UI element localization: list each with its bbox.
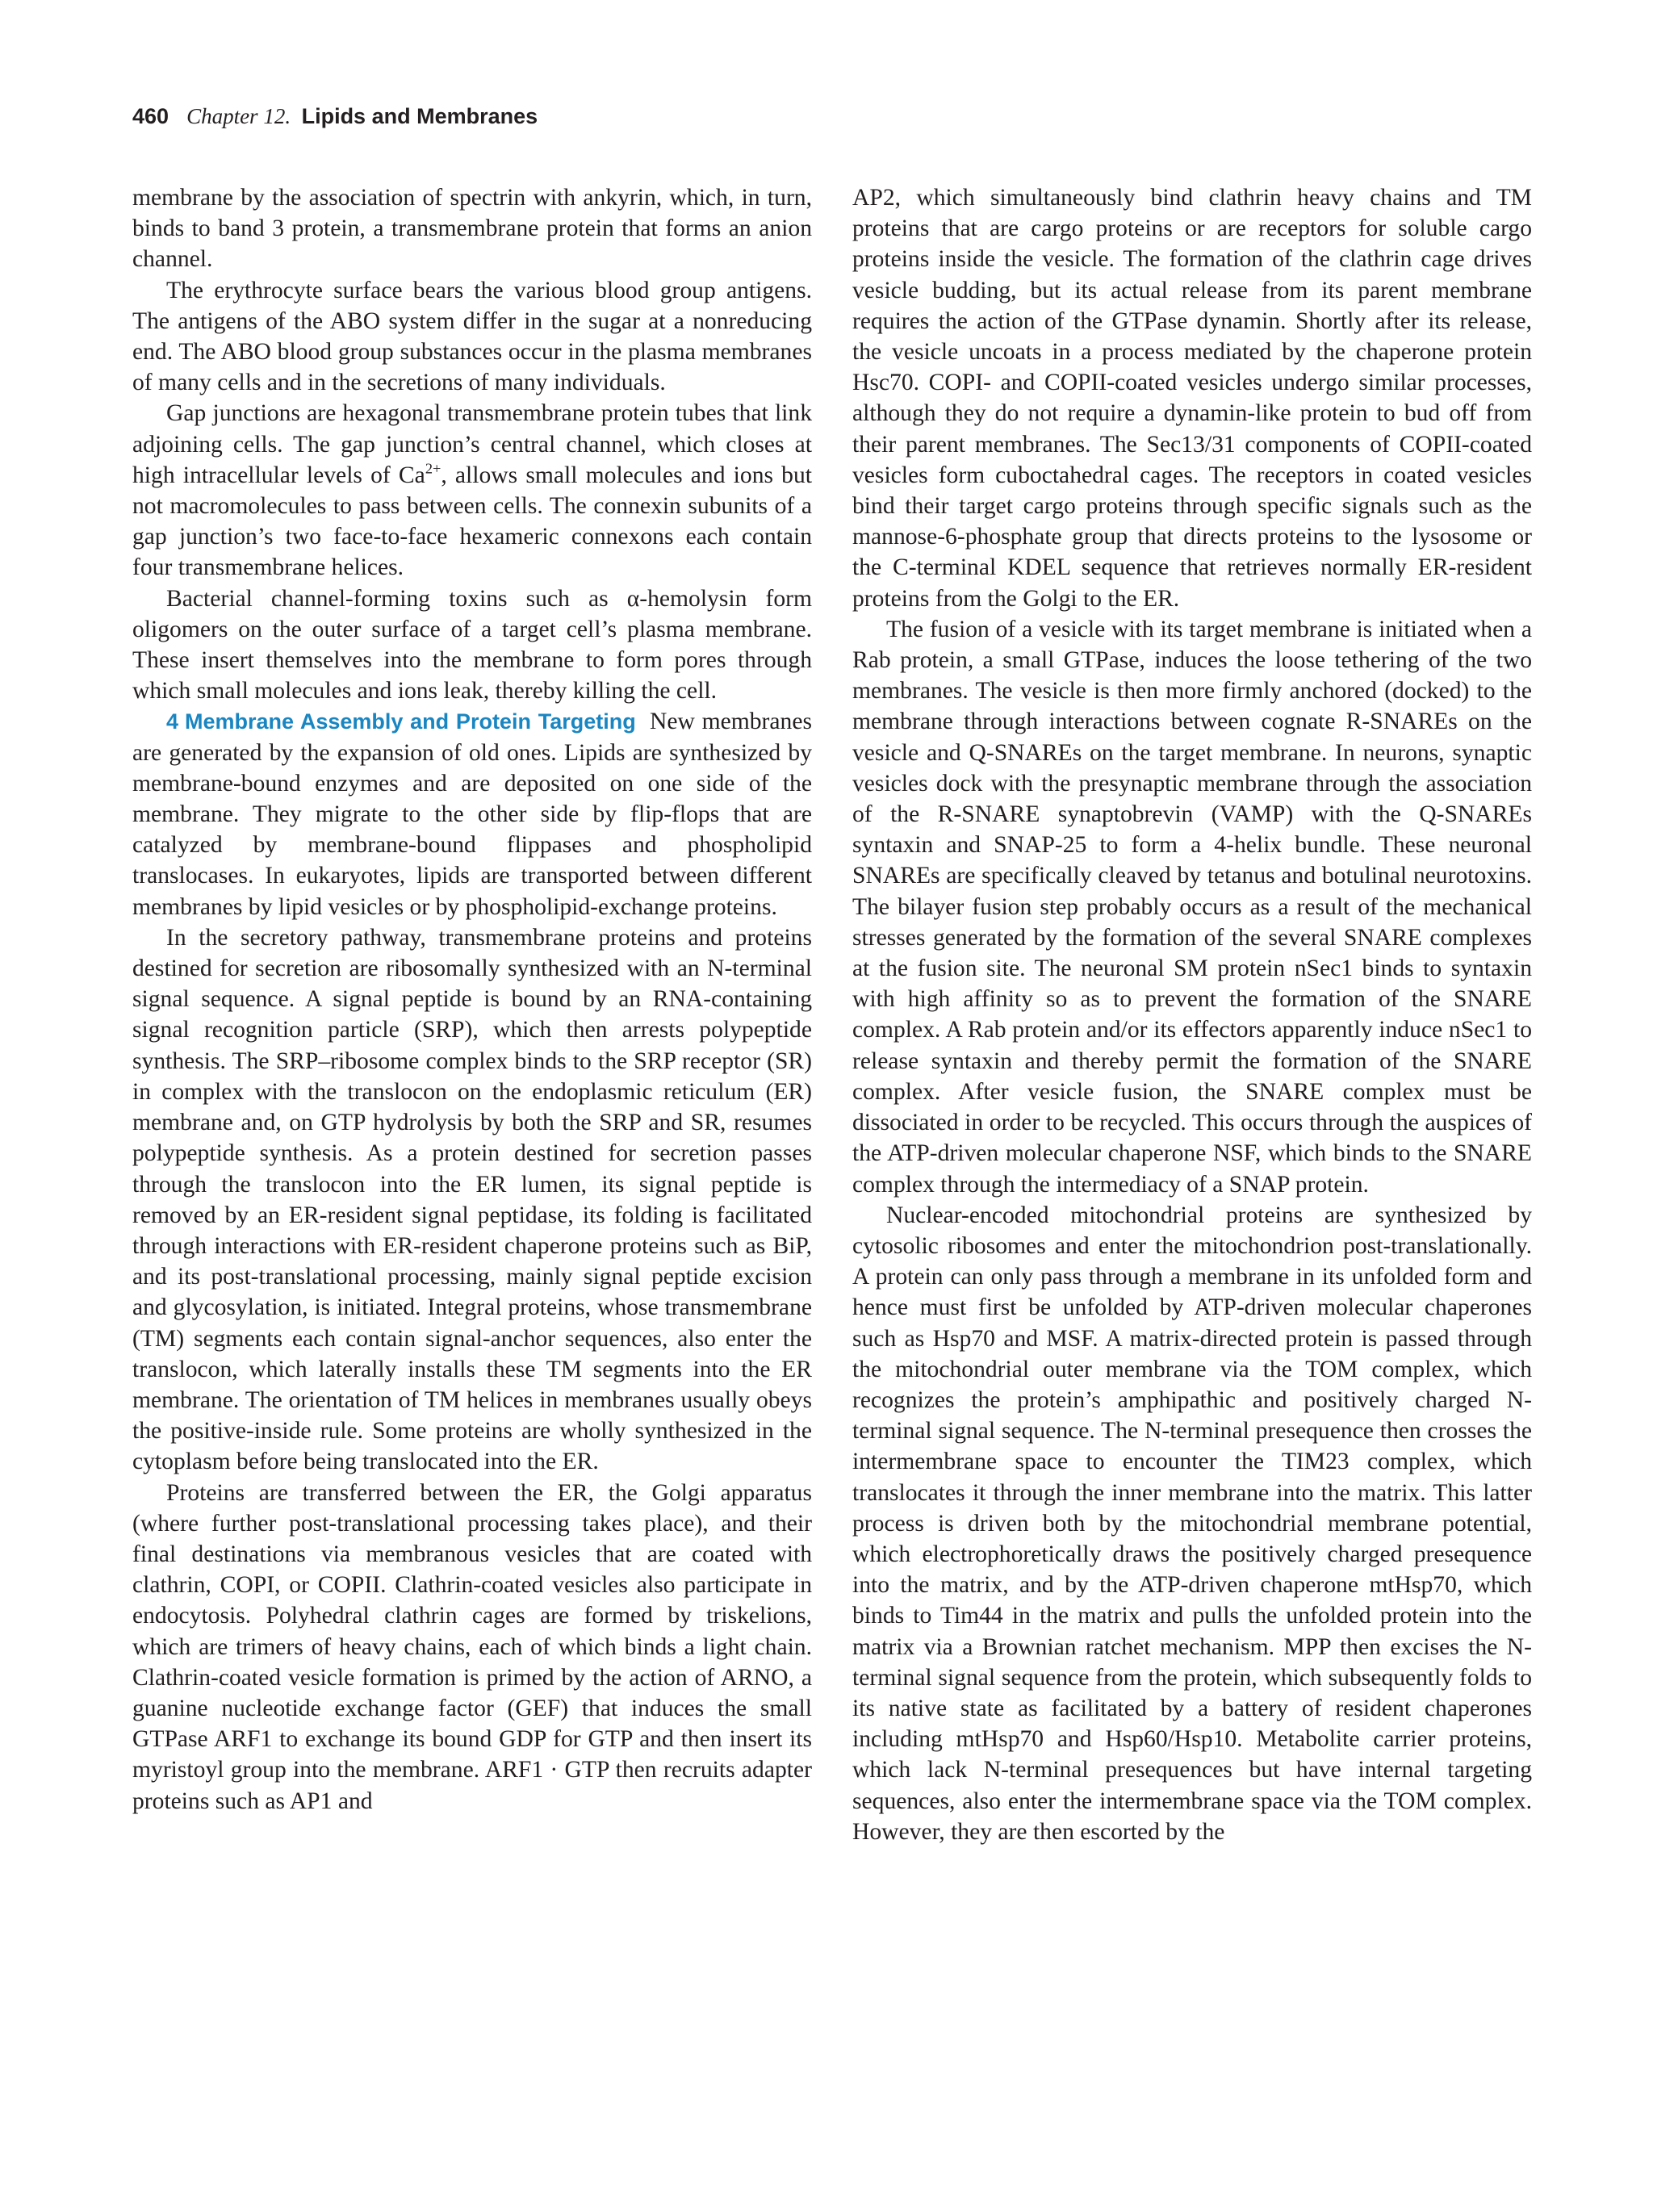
page-header [132,102,538,131]
paragraph: The fusion of a vesicle with its target membrane is initiated when a Rab protein, a small GTPase, induces the loose tethering of the two membranes. The vesicle is then more firmly anchored (docked) to the membrane through interactions between cognate R-SNAREs on the vesicle and Q-SNAREs on the target membrane. In neurons, synaptic vesicles dock with the presynaptic membrane through the association of the R-SNARE synaptobrevin (VAMP) with the Q-SNAREs syntaxin and SNAP-25 to form a 4-helix bundle. These neuronal SNAREs are specifically cleaved by tetanus and botulinal neurotoxins. The bilayer fusion step probably occurs as a result of the mechanical stresses generated by the formation of the several SNARE complexes at the fusion site. The neuronal SM protein nSec1 binds to syntaxin with high affinity so as to prevent the formation of the SNARE complex. A Rab protein and/or its effectors apparently induce nSec1 to release syntaxin and thereby permit the formation of the SNARE complex. After vesicle fusion, the SNARE complex must be dissociated in order to be recycled. This occurs through the auspices of the ATP-driven molecular chaperone NSF, which binds to the SNARE complex through the intermediacy of a SNAP protein. [852,616,1532,1198]
paragraph: In the secretory pathway, transmembrane proteins and proteins destined for secretion are ribosomally synthesized with an N-terminal signal sequence. A signal peptide is bound by an RNA-containing signal recognition particle (SRP), which then arrests polypeptide synthesis. The SRP–ribosome complex binds to the SRP receptor (SR) in complex with the translocon on the endoplasmic reticulum (ER) membrane and, on GTP hydrolysis by both the SRP and SR, resumes polypeptide synthesis. As a protein destined for secretion passes through the translocon into the ER lumen, its signal peptide is removed by an ER-resident signal peptidase, its folding is facilitated through interactions with ER-resident chaperone proteins such as BiP, and its post-translational processing, mainly signal peptide excision and glycosylation, is initiated. Integral proteins, whose transmembrane (TM) segments each contain signal-anchor sequences, also enter the translocon, which laterally installs these TM segments into the ER membrane. The orientation of TM helices in membranes usually obeys the positive-inside rule. Some proteins are wholly synthesized in the cytoplasm before being translocated into the ER. [132,924,812,1475]
section-number: 4 [166,709,179,734]
paragraph: membrane by the association of spectrin with ankyrin, which, in turn, binds to band 3 protein, a transmembrane protein that forms an anion channel. [132,185,812,273]
paragraph-text: Gap junctions are hexagonal transmembrane protein tubes that link adjoining cells. The gap junction’s central channel, which closes at high intracellular levels of Ca [132,400,812,488]
paragraph [132,398,812,583]
paragraph: Nuclear-encoded mitochondrial proteins are synthesized by cytosolic ribosomes and enter the mitochondrion post-translationally. A protein can only pass through a membrane in its unfolded form and hence must first be unfolded by ATP-driven molecular chaperones such as Hsp70 and MSF. A matrix-directed protein is passed through the mitochondrial outer membrane via the TOM complex, which recognizes the protein’s amphipathic and positively charged N-terminal signal sequence. The N-terminal presequence then crosses the intermembrane space to encounter the TIM23 complex, which translocates it through the inner membrane into the matrix. This latter process is driven both by the mitochondrial membrane potential, which electrophoretically draws the positively charged presequence into the matrix, and by the ATP-driven chaperone mtHsp70, which binds to Tim44 in the matrix and pulls the unfolded protein into the matrix via a Brownian ratchet mechanism. MPP then excises the N-terminal signal sequence from the protein, which subsequently folds to its native state as facilitated by a battery of resident chaperones including mtHsp70 and Hsp60/Hsp10. Metabolite carrier proteins, which lack N-terminal presequences but have internal targeting sequences, also enter the intermembrane space via the TOM complex. However, they are then escorted by the [852,1202,1532,1845]
section-title: Membrane Assembly and Protein Targeting [185,709,636,734]
chapter-title: Lipids and Membranes [301,104,538,128]
paragraph-text: New membranes are generated by the expansion of old ones. Lipids are synthesized by membrane-bound enzymes and are deposited on one side of the membrane. They migrate to the other side by flip-flops that are catalyzed by membrane-bound flippases and phospholipid translocases. In eukaryotes, lipids are transported between different membranes by lipid vesicles or by phospholipid-exchange proteins. [132,709,812,920]
left-column [132,182,812,1817]
paragraph: The erythrocyte surface bears the various blood group antigens. The antigens of the ABO system differ in the sugar at a nonreducing end. The ABO blood group substances occur in the plasma membranes of many cells and in the secretions of many individuals. [132,277,812,396]
right-column [852,182,1532,1847]
paragraph: AP2, which simultaneously bind clathrin heavy chains and TM proteins that are cargo proteins or are receptors for soluble cargo proteins inside the vesicle. The formation of the clathrin cage drives vesicle budding, but its actual release from its parent membrane requires the action of the GTPase dynamin. Shortly after its release, the vesicle uncoats in a process mediated by the chaperone protein Hsc70. COPI- and COPII-coated vesicles undergo similar processes, although they do not require a dynamin-like protein to bud off from their parent membranes. The Sec13/31 components of COPII-coated vesicles form cuboctahedral cages. The receptors in coated vesicles bind their target cargo proteins through specific signals such as the mannose-6-phosphate group that directs proteins to the lysosome or the C-terminal KDEL sequence that retrieves normally ER-resident proteins from the Golgi to the ER. [852,185,1532,612]
paragraph: Proteins are transferred between the ER, the Golgi apparatus (where further post-translational processing takes place), and their final destinations via membranous vesicles that are coated with clathrin, COPI, or COPII. Clathrin-coated vesicles also participate in endocytosis. Polyhedral clathrin cages are formed by triskelions, which are trimers of heavy chains, each of which binds a light chain. Clathrin-coated vesicle formation is primed by the action of ARNO, a guanine nucleotide exchange factor (GEF) that induces the small GTPase ARF1 to exchange its bound GDP for GTP and then insert its myristoyl group into the membrane. ARF1 · GTP then recruits adapter proteins such as AP1 and [132,1479,812,1814]
chapter-label: Chapter 12. [186,104,291,128]
superscript: 2+ [425,460,441,477]
section-paragraph [132,706,812,922]
section-heading [166,709,636,734]
paragraph: Bacterial channel-forming toxins such as α-hemolysin form oligomers on the outer surface of a target cell’s plasma membrane. These insert themselves into the membrane to form pores through which small molecules and ions leak, thereby killing the cell. [132,585,812,705]
paragraph-text: , allows small molecules and ions but not macromolecules to pass between cells. The connexin subunits of a gap junction’s two face-to-face hexameric connexons each contain four transmembrane helices. [132,462,812,581]
page-number: 460 [132,104,169,128]
